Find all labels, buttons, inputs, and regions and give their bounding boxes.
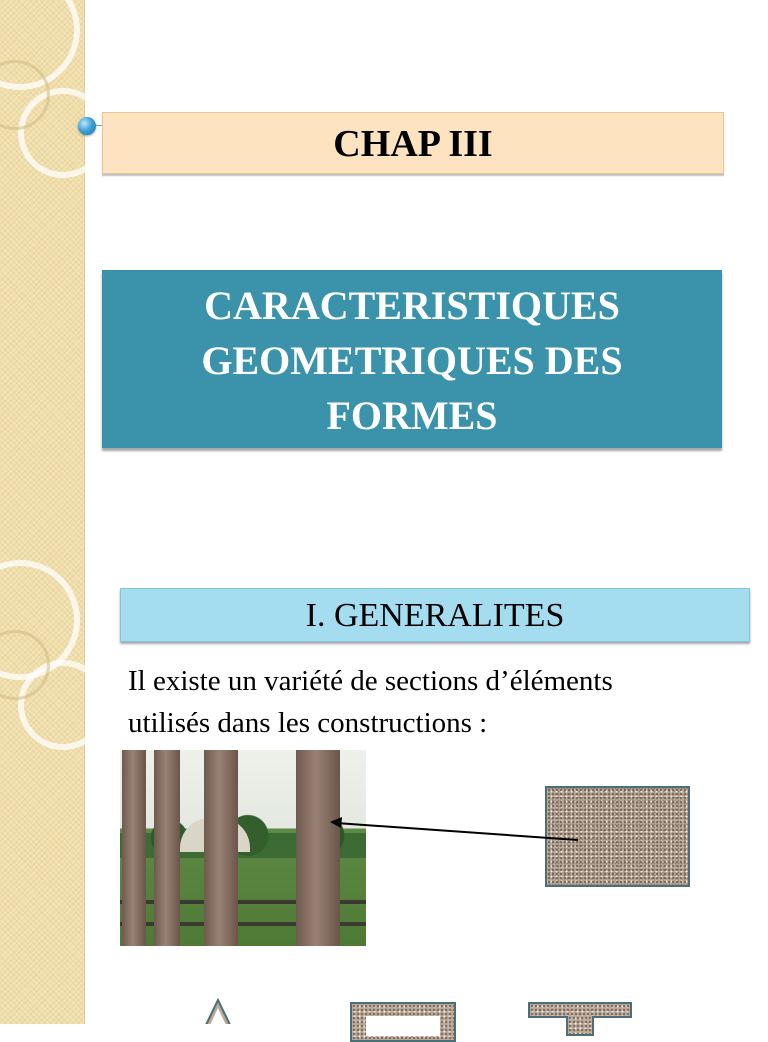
t-section-stem	[566, 1016, 594, 1036]
triangle-section-shape	[188, 998, 248, 1024]
chapter-label: CHAP III	[333, 123, 493, 165]
bullet-ball-icon	[78, 117, 96, 135]
section-heading-box	[120, 588, 750, 642]
slide-title-line: FORMES	[326, 393, 498, 438]
photo-post	[204, 750, 238, 946]
body-line: Il existe un variété de sections d’éléments	[128, 665, 613, 697]
pointer-arrow-line	[336, 823, 578, 840]
body-line: utilisés dans les constructions :	[128, 707, 488, 739]
hollow-rectangle-inner	[366, 1016, 440, 1036]
photo-post	[122, 750, 146, 946]
slide-title-line: CARACTERISTIQUES	[204, 283, 620, 328]
section-heading: I. GENERALITES	[305, 597, 565, 634]
photo-post	[154, 750, 180, 946]
section-material-texture	[545, 786, 690, 887]
railing-photo	[120, 750, 366, 946]
photo-post	[296, 750, 340, 946]
decorative-side-strip	[0, 0, 85, 1024]
slide-title-box	[102, 270, 722, 448]
slide-title-line: GEOMETRIQUES DES	[201, 338, 623, 383]
body-paragraph	[128, 660, 728, 744]
chapter-label-box	[102, 112, 724, 174]
